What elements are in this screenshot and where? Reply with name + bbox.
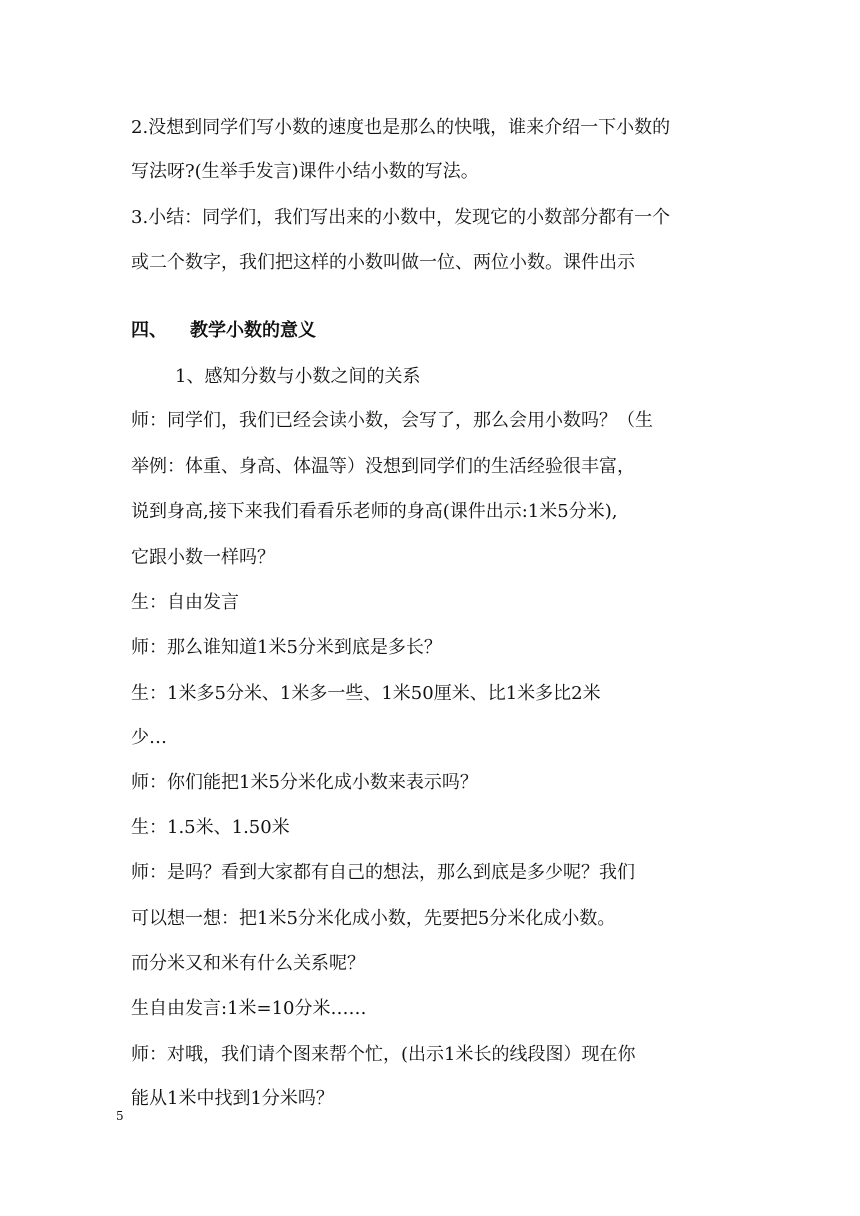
page-number: 5 xyxy=(116,1109,124,1123)
paragraph-line: 生自由发言:1米=10分米…… xyxy=(131,998,367,1019)
section-heading xyxy=(131,319,731,343)
paragraph-line: 2.没想到同学们写小数的速度也是那么的快哦，谁来介绍一下小数的 xyxy=(131,117,671,138)
paragraph-line: 少… xyxy=(131,727,167,748)
paragraph-line: 生：自由发言 xyxy=(131,592,239,613)
section-title: 教学小数的意义 xyxy=(190,320,316,341)
paragraph-line: 师：对哦，我们请个图来帮个忙，(出示1米长的线段图）现在你 xyxy=(131,1044,636,1065)
paragraph-line: 或二个数字，我们把这样的小数叫做一位、两位小数。课件出示 xyxy=(131,252,635,273)
subsection-title: 1、感知分数与小数之间的关系 xyxy=(175,366,421,387)
paragraph-line: 它跟小数一样吗？ xyxy=(131,547,275,568)
paragraph-line: 师：那么谁知道1米5分米到底是多长？ xyxy=(131,637,442,658)
section-number: 四、 xyxy=(131,320,167,341)
paragraph-line: 师：是吗？看到大家都有自己的想法，那么到底是多少呢？我们 xyxy=(131,862,635,883)
paragraph-line: 生：1.5米、1.50米 xyxy=(131,817,290,838)
paragraph-line: 而分米又和米有什么关系呢？ xyxy=(131,953,365,974)
paragraph-line: 生：1米多5分米、1米多一些、1米50厘米、比1米多比2米 xyxy=(131,683,601,704)
paragraph-line: 3.小结：同学们，我们写出来的小数中，发现它的小数部分都有一个 xyxy=(131,207,671,228)
paragraph-line: 可以想一想：把1米5分米化成小数，先要把5分米化成小数。 xyxy=(131,908,616,929)
paragraph-line: 写法呀?(生举手发言)课件小结小数的写法。 xyxy=(131,161,479,182)
paragraph-line: 举例：体重、身高、体温等）没想到同学们的生活经验很丰富， xyxy=(131,456,635,477)
paragraph-line: 师：同学们，我们已经会读小数，会写了，那么会用小数吗？（生 xyxy=(131,410,653,431)
paragraph-line: 说到身高,接下来我们看看乐老师的身高(课件出示:1米5分米), xyxy=(131,501,618,522)
paragraph-line: 师：你们能把1米5分米化成小数来表示吗？ xyxy=(131,772,478,793)
paragraph-line: 能从1米中找到1分米吗？ xyxy=(131,1088,334,1109)
